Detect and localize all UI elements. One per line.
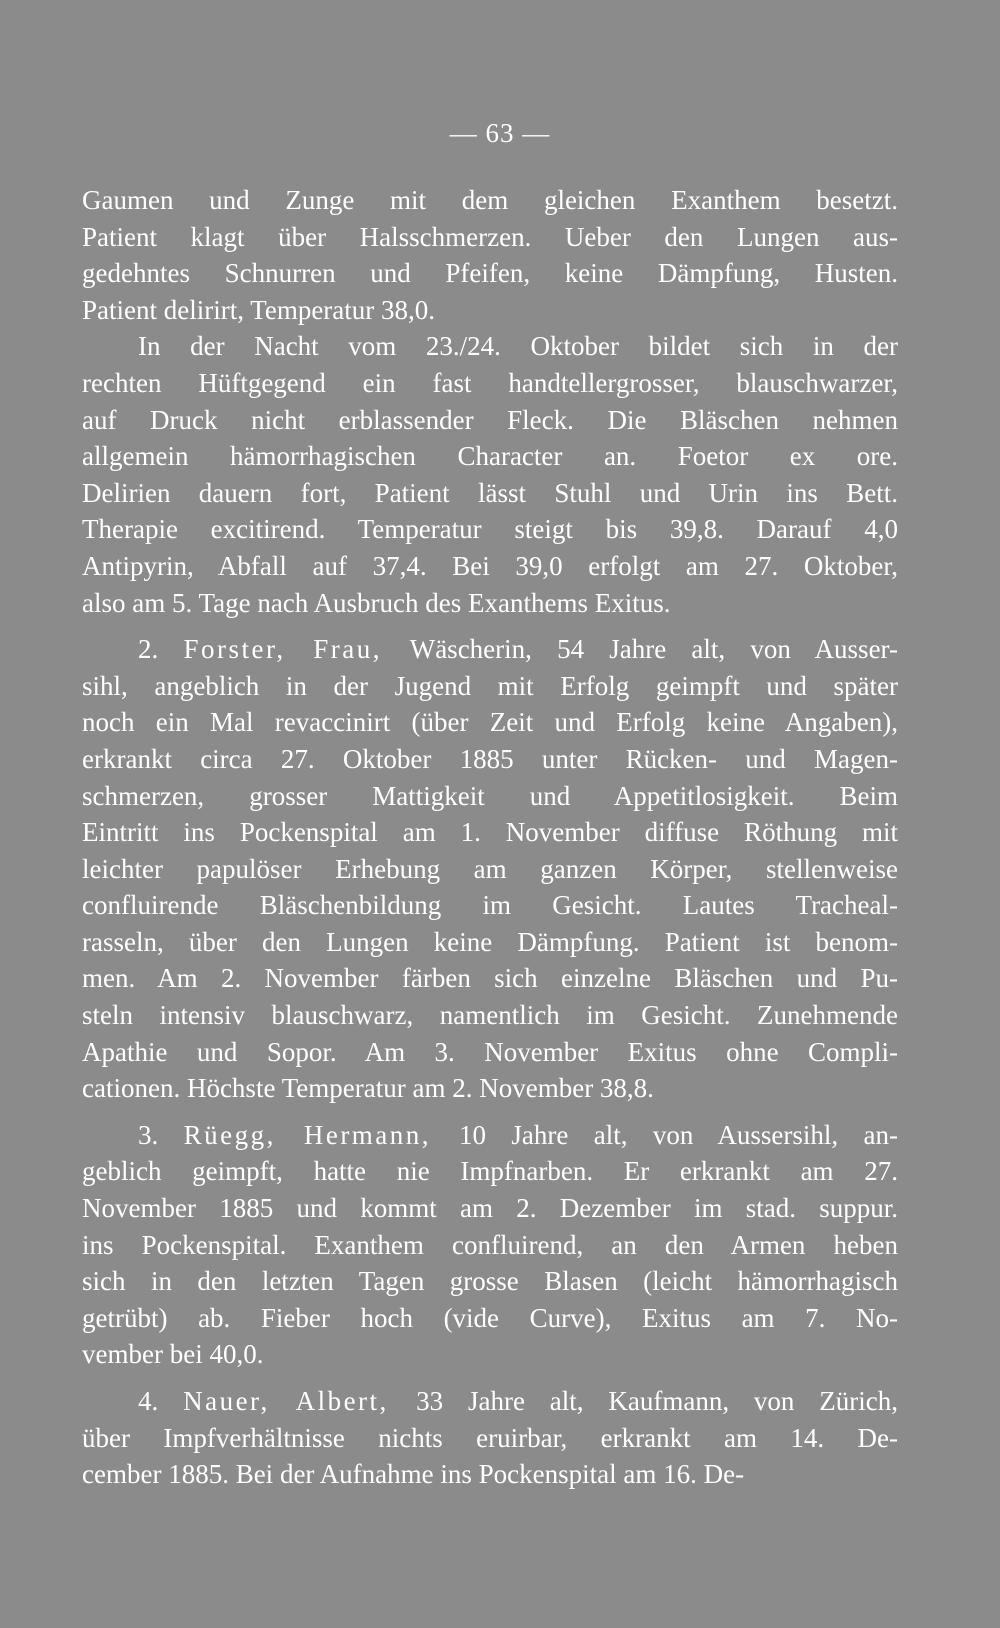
text-line: November 1885 und kommt am 2. Dezember im stad. suppur. [82, 1193, 898, 1224]
case-name: Nauer, Albert, [183, 1386, 417, 1416]
text-line: Patient delirirt, Temperatur 38,0. [82, 294, 436, 325]
line-text: 33 Jahre alt, Kaufmann, von Zürich, [416, 1386, 898, 1416]
text-line: Antipyrin, Abfall auf 37,4. Bei 39,0 erfolgt am 27. Oktober, [82, 550, 898, 581]
text-line: auf Druck nicht erblassender Fleck. Die Bläschen nehmen [82, 404, 898, 435]
text-line: allgemein hämorrhagischen Character an. Foetor ex ore. [82, 441, 898, 472]
case-number: 4. [138, 1386, 184, 1416]
text-line: rechten Hüftgegend ein fast handtellergrosser, blauschwarzer, [82, 367, 898, 398]
text-line: sich in den letzten Tagen grosse Blasen (leicht hämorrhagisch [82, 1266, 898, 1297]
text-line: cationen. Höchste Temperatur am 2. November 38,8. [82, 1073, 654, 1104]
paragraph [82, 182, 898, 328]
paragraph [82, 1383, 898, 1493]
text-line: Eintritt ins Pockenspital am 1. November diffuse Röthung mit [82, 817, 898, 848]
paragraph [82, 328, 898, 621]
text-line: vember bei 40,0. [82, 1339, 264, 1370]
text-line [82, 1383, 898, 1420]
paragraph-gap [82, 1107, 898, 1117]
text-line: schmerzen, grosser Mattigkeit und Appetitlosigkeit. Beim [82, 780, 898, 811]
text-line: cember 1885. Bei der Aufnahme ins Pockenspital am 16. De- [82, 1459, 745, 1490]
case-number: 2. [138, 634, 184, 665]
text-line: gedehntes Schnurren und Pfeifen, keine Dämpfung, Husten. [82, 258, 898, 289]
text-line: ins Pockenspital. Exanthem confluirend, an den Armen heben [82, 1229, 898, 1260]
text-line: Apathie und Sopor. Am 3. November Exitus ohne Compli- [82, 1036, 898, 1067]
page-number: — 63 — [449, 118, 551, 148]
case-name: Forster, Frau, [183, 634, 410, 665]
text-line: rasseln, über den Lungen keine Dämpfung. Patient ist benom- [82, 926, 898, 957]
text-line: Therapie excitirend. Temperatur steigt bis 39,8. Darauf 4,0 [82, 514, 898, 545]
text-line: In der Nacht vom 23./24. Oktober bildet sich in der [138, 331, 898, 362]
paragraph [82, 1117, 898, 1373]
text-line: erkrankt circa 27. Oktober 1885 unter Rücken- und Magen- [82, 743, 898, 774]
text-line: leichter papulöser Erhebung am ganzen Körper, stellenweise [82, 853, 898, 884]
text-line: über Impfverhältnisse nichts eruirbar, erkrankt am 14. De- [82, 1422, 898, 1453]
text-line: Gaumen und Zunge mit dem gleichen Exanthem besetzt. [82, 185, 898, 215]
body-text [82, 182, 898, 1493]
text-line: noch ein Mal revaccinirt (über Zeit und Erfolg keine Angaben), [82, 707, 898, 738]
text-line [82, 1117, 898, 1154]
text-line: sihl, angeblich in der Jugend mit Erfolg geimpft und später [82, 670, 898, 701]
case-name: Rüegg, Hermann, [183, 1119, 459, 1150]
line-text: Wäscherin, 54 Jahre alt, von Ausser- [409, 634, 898, 665]
text-line: geblich geimpft, hatte nie Impfnarben. Er erkrankt am 27. [82, 1156, 898, 1187]
paragraph-gap [82, 1373, 898, 1383]
text-line: confluirende Bläschenbildung im Gesicht. Lautes Tracheal- [82, 890, 898, 921]
paragraph [82, 631, 898, 1107]
text-line: Patient klagt über Halsschmerzen. Ueber den Lungen aus- [82, 221, 898, 252]
paragraph-gap [82, 621, 898, 631]
text-line: getrübt) ab. Fieber hoch (vide Curve), Exitus am 7. No- [82, 1302, 898, 1333]
text-line: Delirien dauern fort, Patient lässt Stuhl und Urin ins Bett. [82, 477, 898, 508]
text-line: also am 5. Tage nach Ausbruch des Exanthems Exitus. [82, 587, 671, 618]
case-number: 3. [138, 1119, 184, 1150]
line-text: 10 Jahre alt, von Aussersihl, an- [458, 1119, 898, 1150]
text-line [82, 631, 898, 668]
text-line: steln intensiv blauschwarz, namentlich im Gesicht. Zunehmende [82, 1000, 898, 1031]
text-line: men. Am 2. November färben sich einzelne Bläschen und Pu- [82, 963, 898, 994]
